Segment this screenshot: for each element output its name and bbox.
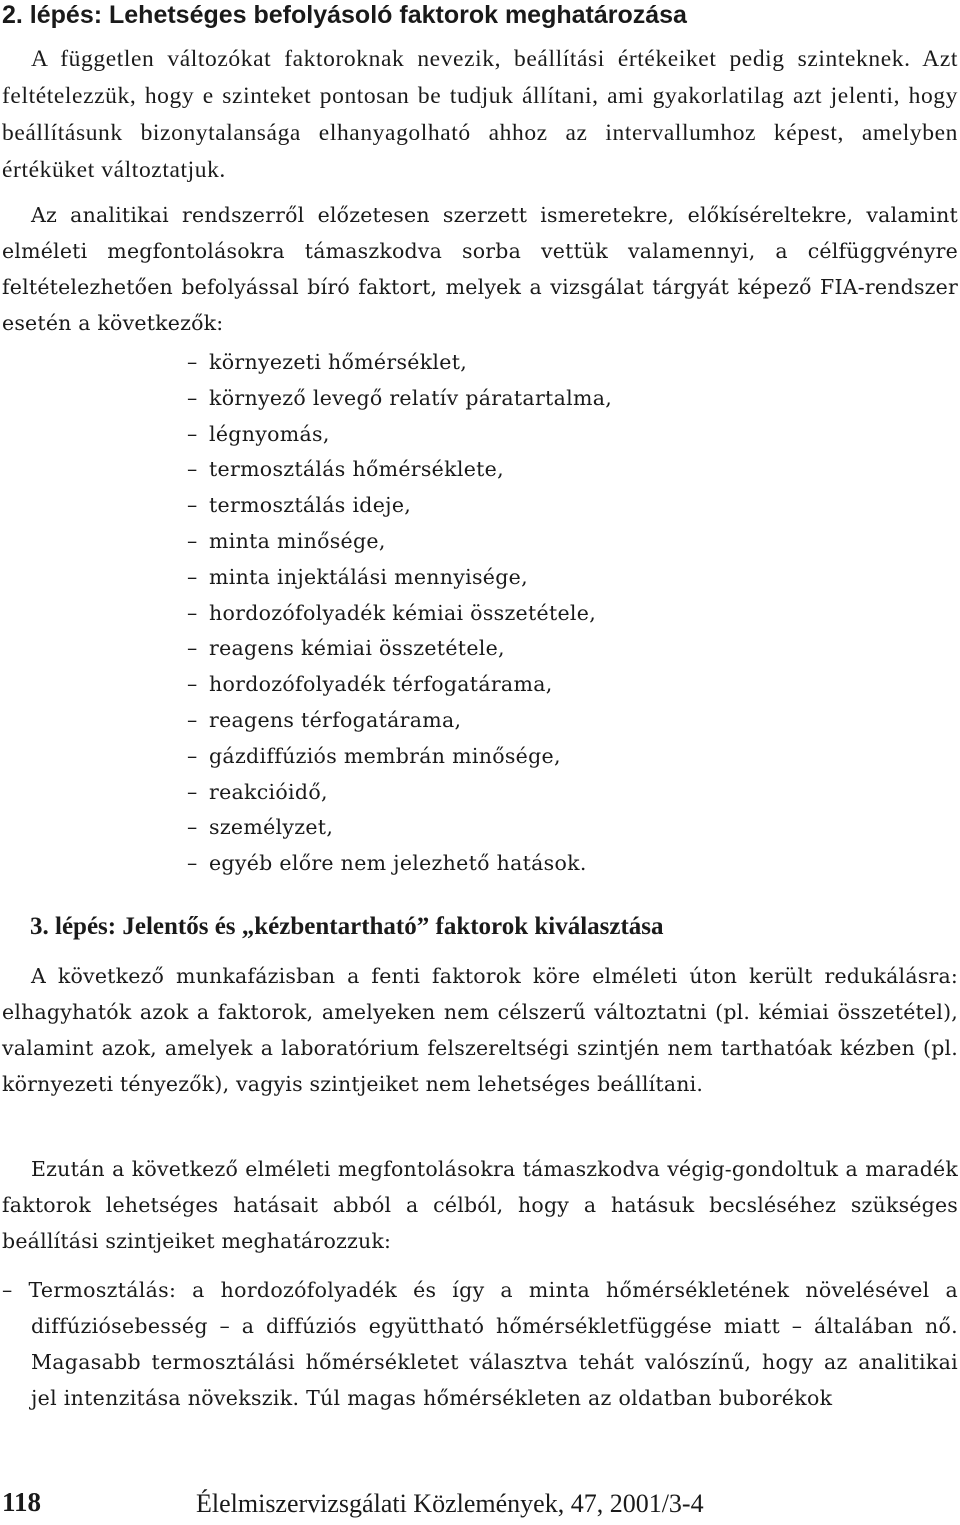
section-2-paragraph-1: A független változókat faktoroknak nevezik, beállítási értékeiket pedig szinteknek. Azt feltételezzük, hogy e szinteket pontosan be tudjuk állítani, ami gyakorlatilag azt jelenti, hogy beállításunk bizonytalansága elhanyagolható ahhoz az intervallumhoz képest, amelyben értéküket változtatjuk.: [2, 46, 958, 183]
list-item: [187, 631, 612, 667]
list-item: [187, 846, 612, 882]
section-3-paragraph-1: A következő munkafázisban a fenti faktorok köre elméleti úton került redukálásra: elhagyhatók azok a faktorok, amelyeken nem célszerű változtatni (pl. kémiai összetétel), valamint azok, amelyek a laboratórium felszereltségi szintjén nem tarthatóak kézben (pl. környezeti tényezők), vagyis szintjeiket nem lehetséges beállítani.: [2, 964, 958, 1096]
list-item: [187, 524, 612, 560]
list-item: [187, 775, 612, 811]
factor-text: környező levegő relatív páratartalma,: [209, 385, 613, 410]
dash-marker: –: [187, 636, 198, 661]
factor-text: reagens térfogatárama,: [209, 707, 462, 732]
list-item: [187, 810, 612, 846]
dash-marker: –: [187, 564, 198, 589]
factor-text: gázdiffúziós membrán minősége,: [209, 743, 561, 768]
section-2-heading: 2. lépés: Lehetséges befolyásoló faktorok meghatározása: [2, 1, 687, 29]
section-3-heading: 3. lépés: Jelentős és „kézbentartható” faktorok kiválasztása: [30, 913, 664, 940]
section-3-list-item-1: – Termosztálás: a hordozófolyadék és így a minta hőmérsékletének növelésével a diffúziósebesség – a diffúziós együttható hőmérsékletfüggése miatt – általában nő. Magasabb termosztálási hőmérsékletet választva tehát valószínű, hogy az analitikai jel intenzitása növekszik. Túl magas hőmérsékleten az oldatban buborékok: [2, 1278, 958, 1410]
factor-text: termosztálás hőmérséklete,: [209, 457, 504, 482]
factor-text: környezeti hőmérséklet,: [209, 350, 468, 374]
section-3-paragraph-2: Ezután a következő elméleti megfontolásokra támaszkodva végig-gondoltuk a maradék faktorok lehetséges hatásait abból a célból, hogy a hatásuk becsléséhez szükséges beállítási szintjeiket meghatározzuk:: [2, 1157, 958, 1253]
dash-marker: –: [187, 457, 198, 482]
dash-marker: –: [187, 493, 198, 518]
dash-marker: –: [187, 528, 198, 553]
list-item: [187, 381, 612, 417]
list-item: [187, 739, 612, 775]
list-item: [187, 560, 612, 596]
factor-text: minta minősége,: [209, 528, 386, 553]
dash-marker: –: [187, 815, 198, 840]
factor-text: reagens kémiai összetétele,: [209, 636, 505, 661]
factor-text: személyzet,: [209, 815, 334, 840]
dash-marker: –: [187, 779, 198, 804]
dash-marker: –: [187, 421, 198, 446]
list-item: [187, 488, 612, 524]
list-item: [187, 452, 612, 488]
journal-title: Élelmiszervizsgálati Közlemények, 47, 2001/3-4: [196, 1489, 704, 1518]
factor-list: [187, 345, 612, 882]
dash-marker: –: [187, 707, 198, 732]
list-item: [187, 417, 612, 453]
factor-text: egyéb előre nem jelezhető hatások.: [209, 851, 587, 876]
page-number: 118: [2, 1487, 42, 1517]
dash-marker: –: [187, 600, 198, 625]
list-item: [187, 345, 612, 381]
list-item: [187, 703, 612, 739]
factor-text: termosztálás ideje,: [209, 493, 412, 518]
dash-marker: –: [187, 350, 198, 374]
factor-text: hordozófolyadék kémiai összetétele,: [209, 600, 597, 625]
section-2-paragraph-2: Az analitikai rendszerről előzetesen szerzett ismeretekre, előkíséreltekre, valamint elméleti megfontolásokra támaszkodva sorba vettük valamennyi, a célfüggvényre feltételezhetően befolyással bíró faktort, melyek a vizsgálat tárgyát képező FIA-rendszer esetén a következők:: [2, 203, 958, 335]
dash-marker: –: [187, 385, 198, 410]
dash-marker: –: [187, 672, 198, 697]
dash-marker: –: [187, 743, 198, 768]
list-item: [187, 667, 612, 703]
factor-text: reakcióidő,: [209, 779, 328, 804]
dash-marker: –: [187, 851, 198, 876]
factor-text: hordozófolyadék térfogatárama,: [209, 672, 553, 697]
list-item: [187, 596, 612, 632]
factor-text: légnyomás,: [209, 421, 330, 446]
factor-text: minta injektálási mennyisége,: [209, 564, 528, 589]
